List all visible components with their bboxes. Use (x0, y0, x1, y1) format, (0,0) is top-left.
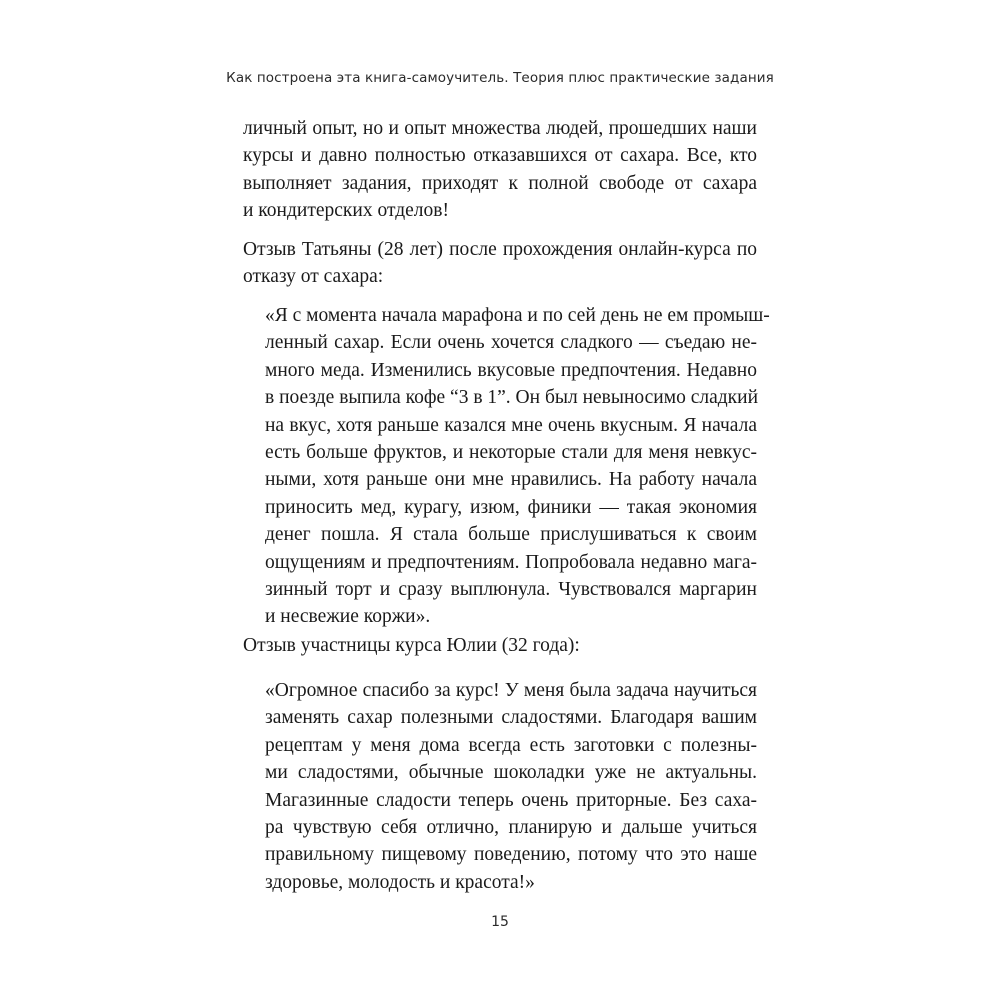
text-line: правильному пищевому поведению, потому что это наше (265, 844, 757, 866)
text-line: личный опыт, но и опыт множества людей, прошедших наши (243, 118, 757, 139)
text-line: и несвежие коржи». (265, 606, 431, 628)
text-line: Магазинные сладости теперь очень приторные. Без саха- (265, 789, 757, 811)
text-line: и кондитерских отделов! (243, 200, 449, 222)
running-header: Как построена эта книга-самоучитель. Теория плюс практические задания (226, 70, 774, 86)
quote-tatiana (265, 302, 770, 631)
text-line: Отзыв участницы курса Юлии (32 года): (243, 635, 580, 656)
text-line: приносить мед, курагу, изюм, финики — такая экономия (265, 496, 757, 518)
text-line: «Огромное спасибо за курс! У меня была задача научиться (265, 680, 757, 701)
text-line: в поезде выпила кофе “3 в 1”. Он был невыносимо сладкий (265, 387, 759, 409)
text-line: ра чувствую себя отлично, планирую и дальше учиться (265, 817, 757, 839)
page-number: 15 (491, 914, 509, 930)
text-line: Отзыв Татьяны (28 лет) после прохождения онлайн-курса по (243, 239, 757, 260)
paragraph-review-tatiana-intro (243, 236, 757, 291)
paragraph-review-yulia-intro (243, 632, 757, 659)
text-line: ленный сахар. Если очень хочется сладкого — съедаю не- (265, 332, 757, 354)
text-line: на вкус, хотя раньше казался мне очень вкусным. Я начала (265, 414, 757, 436)
text-line: рецептам у меня дома всегда есть заготовки с полезны- (265, 734, 757, 756)
text-line: ми сладостями, обычные шоколадки уже не актуальны. (265, 762, 757, 784)
text-line: заменять сахар полезными сладостями. Благодаря вашим (265, 707, 757, 729)
text-line: «Я с момента начала марафона и по сей день не ем промыш- (265, 305, 770, 326)
text-line: зинный торт и сразу выплюнула. Чувствовался маргарин (265, 579, 757, 601)
quote-yulia (265, 677, 757, 896)
text-line: здоровье, молодость и красота!» (265, 871, 535, 893)
text-line: денег пошла. Я стала больше прислушиваться к своим (265, 524, 757, 546)
text-line: есть больше фруктов, и некоторые стали для меня невкус- (265, 442, 757, 464)
paragraph-intro (243, 115, 757, 225)
text-line: ными, хотя раньше они мне нравились. На работу начала (265, 469, 757, 491)
text-line: ощущениям и предпочтениям. Попробовала недавно мага- (265, 551, 757, 573)
text-line: много меда. Изменились вкусовые предпочтения. Недавно (265, 359, 757, 381)
text-line: курсы и давно полностью отказавшихся от сахара. Все, кто (243, 145, 757, 167)
text-line: выполняет задания, приходят к полной свободе от сахара (243, 172, 757, 194)
text-line: отказу от сахара: (243, 266, 384, 288)
